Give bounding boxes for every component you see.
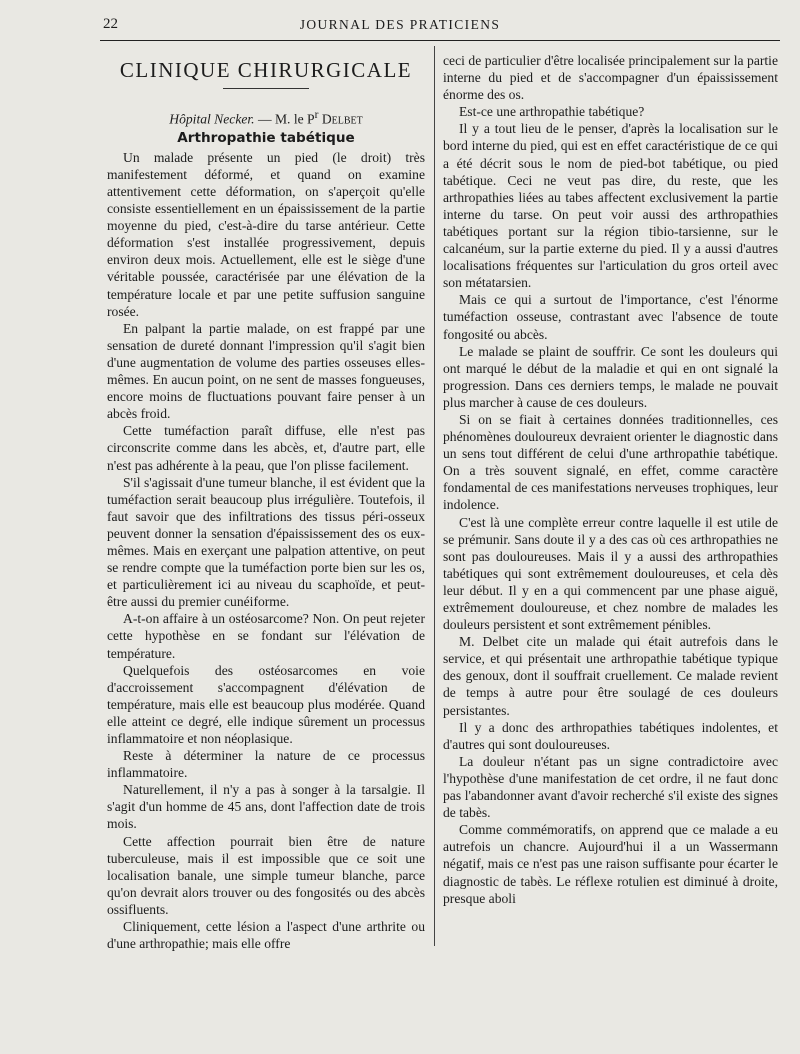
page-header	[0, 0, 800, 46]
section-title: CLINIQUE CHIRURGICALE	[107, 62, 425, 89]
left-column	[107, 52, 425, 952]
paragraph: A-t-on affaire à un ostéosarcome? Non. On peut rejeter cette hypothèse en se fondant sur l'élévation de température.	[107, 611, 425, 661]
byline-surname: Delbet	[321, 111, 363, 127]
paragraph: Un malade présente un pied (le droit) très manifestement déformé, et quand on examine attentivement cette déformation, on s'aperçoit qu'elle consiste essentiellement en un épaississement de la partie moyenne du pied, c'est-à-dire du tarse antérieur. Cette déformation s'est installée progressivement, depuis environ deux mois. Actuellement, elle est le siège d'une véritable poussée, caractérisée par une élévation de la température locale et par une petite suffusion sanguine rosée.	[107, 149, 425, 319]
paragraph: Le malade se plaint de souffrir. Ce sont les douleurs qui ont marqué le début de la maladie et qui en ont signalé la progression. Dans ces derniers temps, le malade ne pouvait plus marcher à cause de ces douleurs.	[443, 343, 778, 410]
journal-title: JOURNAL DES PRATICIENS	[299, 17, 501, 32]
paragraph: ceci de particulier d'être localisée principalement sur la partie interne du pied et de s'accompagner d'un épaississement énorme des os.	[443, 53, 778, 103]
paragraph: Mais ce qui a surtout de l'importance, c'est l'énorme tuméfaction osseuse, contrastant avec l'absence de toute fongosité ou abcès.	[443, 292, 778, 342]
paragraph: Il y a donc des arthropathies tabétiques indolentes, et d'autres qui sont douloureuses.	[443, 719, 778, 752]
right-column	[443, 52, 778, 907]
paragraph: C'est là une complète erreur contre laquelle il est utile de se prémunir. Sans doute il y a des cas où ces arthropathies ne sont pas douloureuses. Mais il y a aussi des arthropathies tabétiques qui sont extrêmement douloureuses, et cela dès leur début. Il y en a qui commencent par une phase aiguë, extrêmement douloureuse, et chez nombre de malades les douleurs persistent et sont extrêmement pénibles.	[443, 514, 778, 633]
paragraph: Il y a tout lieu de le penser, d'après la localisation sur le bord interne du pied, qui est en effet caractéristique de ce qui a été décrit sous le nom de pied-bot tabétique, ou pied tabétique. Ceci ne veut pas dire, du reste, que les arthropathies liées au tabes affectent exclusivement la partie interne du tarse. On peut voir aussi des arthropathies tabétiques portant sur la région tibio-tarsienne, sur le calcanéum, sur la partie externe du pied. Il y a aussi d'autres localisations fréquentes sur l'articulation du gros orteil avec son métatarsien.	[443, 121, 778, 291]
paragraph: En palpant la partie malade, on est frappé par une sensation de dureté donnant l'impression qu'il s'agit bien d'une augmentation de volume des parties osseuses elles-mêmes. En aucun point, on ne sent de masses fongueuses, encore moins de fluctuations pouvant faire penser à un abcès froid.	[107, 320, 425, 422]
paragraph: M. Delbet cite un malade qui était autrefois dans le service, et qui présentait une arthropathie tabétique typique des genoux, dont il souffrait cruellement. Ce malade revient de temps à autre pour être soulagé de ces douleurs persistantes.	[443, 634, 778, 718]
paragraph: Si on se fiait à certaines données traditionnelles, ces phénomènes douloureux devraient orienter le diagnostic dans un sens tout différent de celui d'une arthropathie tabétique. On a très souvent signalé, en effet, comme caractère fondamental de ces manifestations nerveuses trophiques, leur indolence.	[443, 411, 778, 513]
byline-sup: r	[314, 109, 319, 122]
byline-separator: — M. le P	[254, 111, 315, 127]
byline-hospital: Hôpital Necker.	[169, 111, 255, 127]
paragraph: La douleur n'étant pas un signe contradictoire avec l'hypothèse d'une manifestation de cet ordre, il ne faut donc pas l'abandonner avant d'avoir recherché s'il existe des signes de tabès.	[443, 753, 778, 821]
column-divider	[434, 46, 435, 946]
paragraph: Cliniquement, cette lésion a l'aspect d'une arthrite ou d'une arthropathie; mais elle offre	[107, 919, 425, 952]
paragraph: Est-ce une arthropathie tabétique?	[459, 104, 645, 120]
paragraph: Cette tuméfaction paraît diffuse, elle n'est pas circonscrite comme dans les abcès, et, d'autre part, elle n'est pas adhérente à la peau, que l'on plisse facilement.	[107, 423, 425, 473]
article-title: Arthropathie tabétique	[177, 129, 355, 146]
paragraph: Quelquefois des ostéosarcomes en voie d'accroissement s'accompagnent d'élévation de température, mais elle est beaucoup plus modérée. Quand elle atteint ce degré, elle indique sûrement un processus inflammatoire et non néoplasique.	[107, 662, 425, 746]
paragraph: S'il s'agissait d'une tumeur blanche, il est évident que la tuméfaction serait beaucoup plus irrégulière. Toutefois, il faut savoir que des infiltrations des tissus péri-osseux peuvent donner la sensation d'épaississement des os eux-mêmes. Mais en exerçant une palpation attentive, on peut se rendre compte que la tuméfaction porte bien sur les os, et particulièrement ici au niveau du scaphoïde, et peut-être aussi du premier cunéiforme.	[107, 474, 425, 610]
page-number: 22	[103, 16, 118, 32]
paragraph: Naturellement, il n'y a pas à songer à la tarsalgie. Il s'agit d'un homme de 45 ans, dont l'affection date de trois mois.	[107, 782, 425, 832]
paragraph: Reste à déterminer la nature de ce processus inflammatoire.	[107, 748, 425, 781]
header-rule	[100, 40, 780, 41]
byline	[107, 107, 425, 128]
paragraph: Comme commémoratifs, on apprend que ce malade a eu autrefois un chancre. Aujourd'hui il a un Wassermann négatif, mais ce n'est pas une raison suffisante pour écarter le diagnostic de tabès. Le réflexe rotulien est diminué à droite, presque aboli	[443, 822, 778, 906]
paragraph: Cette affection pourrait bien être de nature tuberculeuse, mais il est impossible que ce soit une localisation banale, une simple tumeur blanche, parce qu'on devrait alors trouver ou des fongosités ou des abcès ossifluents.	[107, 833, 425, 917]
